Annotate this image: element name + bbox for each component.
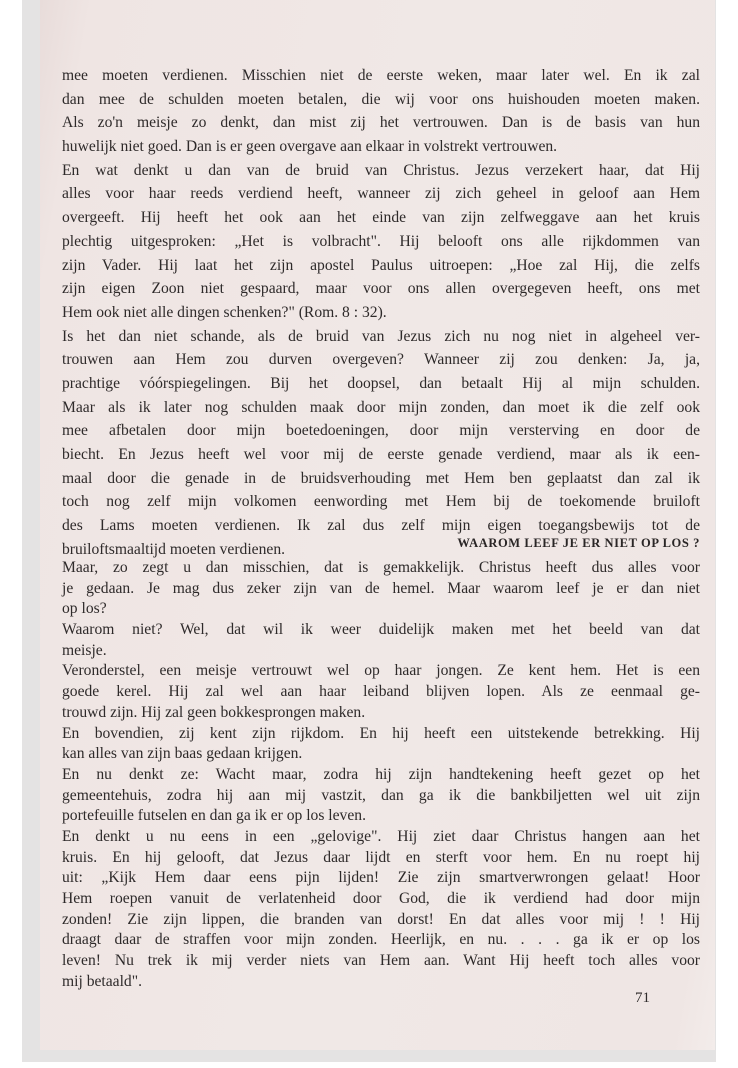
text-line: huwelijk niet goed. Dan is er geen overgave aan elkaar in volstrekt vertrouwen. bbox=[62, 138, 558, 156]
text-line: leven! Nu trek ik mij verder niets van Hem aan. Want Hij heeft toch alles voor bbox=[62, 952, 700, 970]
text-line: Waarom niet? Wel, dat wil ik weer duidelijk maken met het beeld van dat bbox=[62, 621, 700, 639]
text-line: zonden! Zie zijn lippen, die branden van dorst! En dat alles voor mij ! ! Hij bbox=[62, 910, 700, 928]
paragraph bbox=[62, 661, 700, 723]
body-text-section-2 bbox=[62, 558, 700, 992]
text-line: kruis. En hij gelooft, dat Jezus daar lijdt en sterft voor hem. En nu roept hij bbox=[62, 848, 700, 866]
text-line: des Lams moeten verdienen. Ik zal dus zelf mijn eigen toegangsbewijs tot de bbox=[62, 517, 700, 535]
text-line: toch nog zelf mijn volkomen eenwording met Hem bij de toekomende bruiloft bbox=[62, 493, 700, 511]
text-line: kan alles van zijn baas gedaan krijgen. bbox=[62, 745, 303, 763]
text-line: Is het dan niet schande, als de bruid van Jezus zich nu nog niet in algeheel ver- bbox=[62, 327, 700, 345]
text-line: En bovendien, zij kent zijn rijkdom. En hij heeft een uitstekende betrekking. Hij bbox=[62, 724, 700, 742]
paragraph bbox=[62, 765, 700, 827]
text-line: zijn eigen Zoon niet gespaard, maar voor ons allen overgegeven heeft, ons met bbox=[62, 280, 700, 298]
text-line: mij betaald". bbox=[62, 972, 142, 990]
paragraph bbox=[62, 325, 700, 562]
text-line: draagt daar de straffen voor mijn zonden. Heerlijk, en nu. . . . ga ik er op los bbox=[62, 931, 700, 949]
text-line: Hem roepen vanuit de verlatenheid door God, die ik verdiend had door mijn bbox=[62, 890, 700, 907]
section-heading: WAAROM LEEF JE ER NIET OP LOS ? bbox=[457, 536, 700, 550]
text-line: dan mee de schulden moeten betalen, die wij voor ons huishouden moeten maken. bbox=[62, 90, 700, 108]
text-line: mee moeten verdienen. Misschien niet de eerste weken, maar later wel. En ik zal bbox=[62, 67, 700, 84]
text-line: portefeuille futselen en dan ga ik er op los leven. bbox=[62, 807, 366, 825]
text-line: En nu denkt ze: Wacht maar, zodra hij zijn handtekening heeft gezet op het bbox=[62, 765, 700, 783]
text-line: biecht. En Jezus heeft wel voor mij de eerste genade verdiend, maar als ik een- bbox=[62, 446, 700, 463]
paragraph bbox=[62, 827, 700, 993]
body-text-section-1 bbox=[62, 64, 700, 561]
text-line: alles voor haar reeds verdiend heeft, wanneer zij zich geheel in geloof aan Hem bbox=[62, 185, 700, 203]
text-line: trouwd zijn. Hij zal geen bokkesprongen maken. bbox=[62, 703, 366, 721]
page-number: 71 bbox=[635, 990, 650, 1006]
paragraph bbox=[62, 558, 700, 620]
text-line: je gedaan. Je mag dus zeker zijn van de hemel. Maar waarom leef je er dan niet bbox=[62, 579, 700, 597]
text-line: goede kerel. Hij zal wel aan haar leiband blijven lopen. Als ze eenmaal ge- bbox=[62, 683, 700, 701]
paragraph bbox=[62, 64, 700, 159]
text-line: Hem ook niet alle dingen schenken?" (Rom. 8 : 32). bbox=[62, 303, 387, 321]
text-line: maal door die genade in de bruidsverhouding met Hem ben geplaatst dan zal ik bbox=[62, 469, 700, 487]
text-line: prachtige vóórspiegelingen. Bij het doopsel, dan betaalt Hij al mijn schulden. bbox=[62, 374, 700, 392]
text-line: Maar als ik later nog schulden maak door mijn zonden, dan moet ik die zelf ook bbox=[62, 398, 700, 416]
text-line: Als zo'n meisje zo denkt, dan mist zij het vertrouwen. Dan is de basis van hun bbox=[62, 114, 700, 132]
paragraph bbox=[62, 159, 700, 325]
text-line: plechtig uitgesproken: „Het is volbracht". Hij belooft ons alle rijkdommen van bbox=[62, 232, 700, 250]
text-line: trouwen aan Hem zou durven overgeven? Wanneer zij zou denken: Ja, ja, bbox=[62, 351, 700, 369]
text-line: uit: „Kijk Hem daar eens pijn lijden! Zie zijn smartverwrongen gelaat! Hoor bbox=[62, 869, 700, 887]
text-line: zijn Vader. Hij laat het zijn apostel Paulus uitroepen: „Hoe zal Hij, die zelfs bbox=[62, 256, 700, 274]
text-line: Veronderstel, een meisje vertrouwt wel op haar jongen. Ze kent hem. Het is een bbox=[62, 662, 700, 680]
text-line: En denkt u nu eens in een „gelovige". Hij ziet daar Christus hangen aan het bbox=[62, 827, 700, 845]
text-line: overgeeft. Hij heeft het ook aan het einde van zijn zelfweggave aan het kruis bbox=[62, 209, 700, 227]
paragraph bbox=[62, 620, 700, 661]
text-line: Maar, zo zegt u dan misschien, dat is gemakkelijk. Christus heeft dus alles voor bbox=[62, 559, 700, 576]
text-line: En wat denkt u dan van de bruid van Christus. Jezus verzekert haar, dat Hij bbox=[62, 161, 700, 179]
text-line: meisje. bbox=[62, 641, 107, 659]
paragraph bbox=[62, 724, 700, 765]
text-line: gemeentehuis, zodra hij aan mij vastzit, dan ga ik die bankbiljetten wel uit zijn bbox=[62, 786, 700, 804]
text-line: bruiloftsmaaltijd moeten verdienen. bbox=[62, 540, 286, 558]
text-line: mee afbetalen door mijn boetedoeningen, door mijn versterving en door de bbox=[62, 422, 700, 440]
text-line: op los? bbox=[62, 600, 107, 618]
